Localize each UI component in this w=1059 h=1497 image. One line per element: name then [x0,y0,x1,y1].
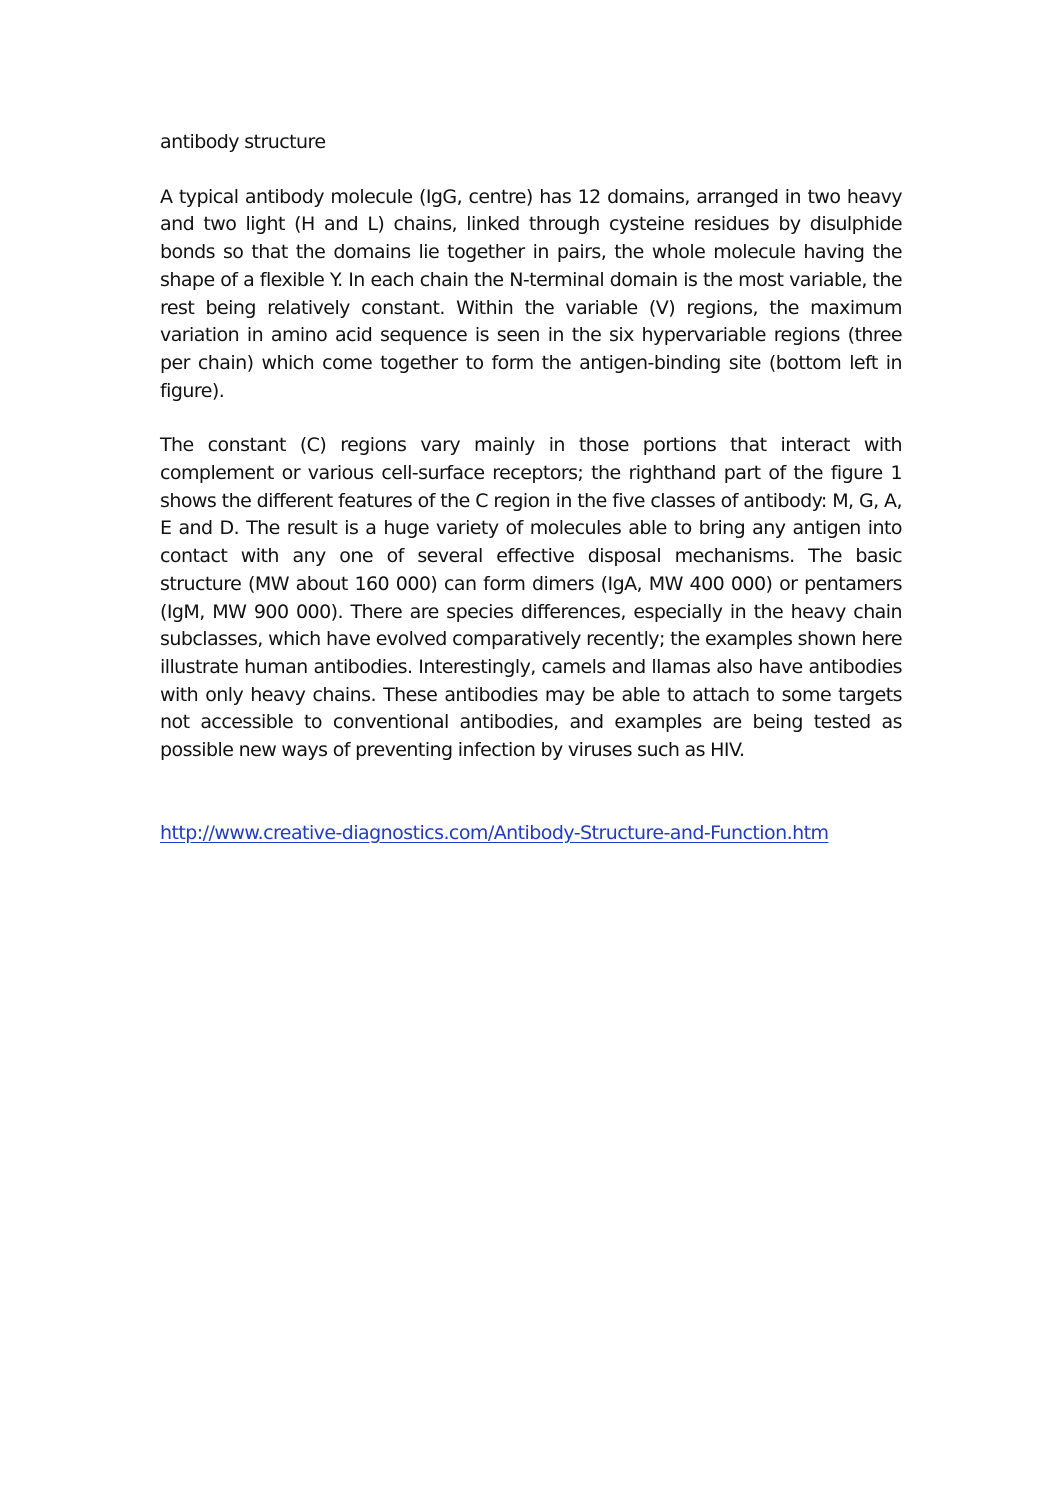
document-title: antibody structure [160,131,326,153]
document-body [160,129,902,847]
paragraph-constant-regions: The constant (C) regions vary mainly in those portions that interact with complement or various cell-surface receptors; the righthand part of the figure 1 shows the different features of the C region in the five classes of antibody: M, G, A, E and D. The result is a huge variety of molecules able to bring any antigen into contact with any one of several effective disposal mechanisms. The basic structure (MW about 160 000) can form dimers (IgA, MW 400 000) or pentamers (IgM, MW 900 000). There are species differences, especially in the heavy chain subclasses, which have evolved comparatively recently; the examples shown here illustrate human antibodies. Interestingly, camels and llamas also have antibodies with only heavy chains. These antibodies may be able to attach to some targets not accessible to conventional antibodies, and examples are being tested as possible new ways of preventing infection by viruses such as HIV. [160,434,902,762]
spacer [160,792,902,820]
paragraph-variable-regions: A typical antibody molecule (IgG, centre) has 12 domains, arranged in two heavy and two light (H and L) chains, linked through cysteine residues by disulphide bonds so that the domains lie together in pairs, the whole molecule having the shape of a flexible Y. In each chain the N-terminal domain is the most variable, the rest being relatively constant. Within the variable (V) regions, the maximum variation in amino acid sequence is seen in the six hypervariable regions (three per chain) which come together to form the antigen-binding site (bottom left in figure). [160,185,902,402]
source-link[interactable]: http://www.creative-diagnostics.com/Antibody-Structure-and-Function.htm [160,821,829,844]
